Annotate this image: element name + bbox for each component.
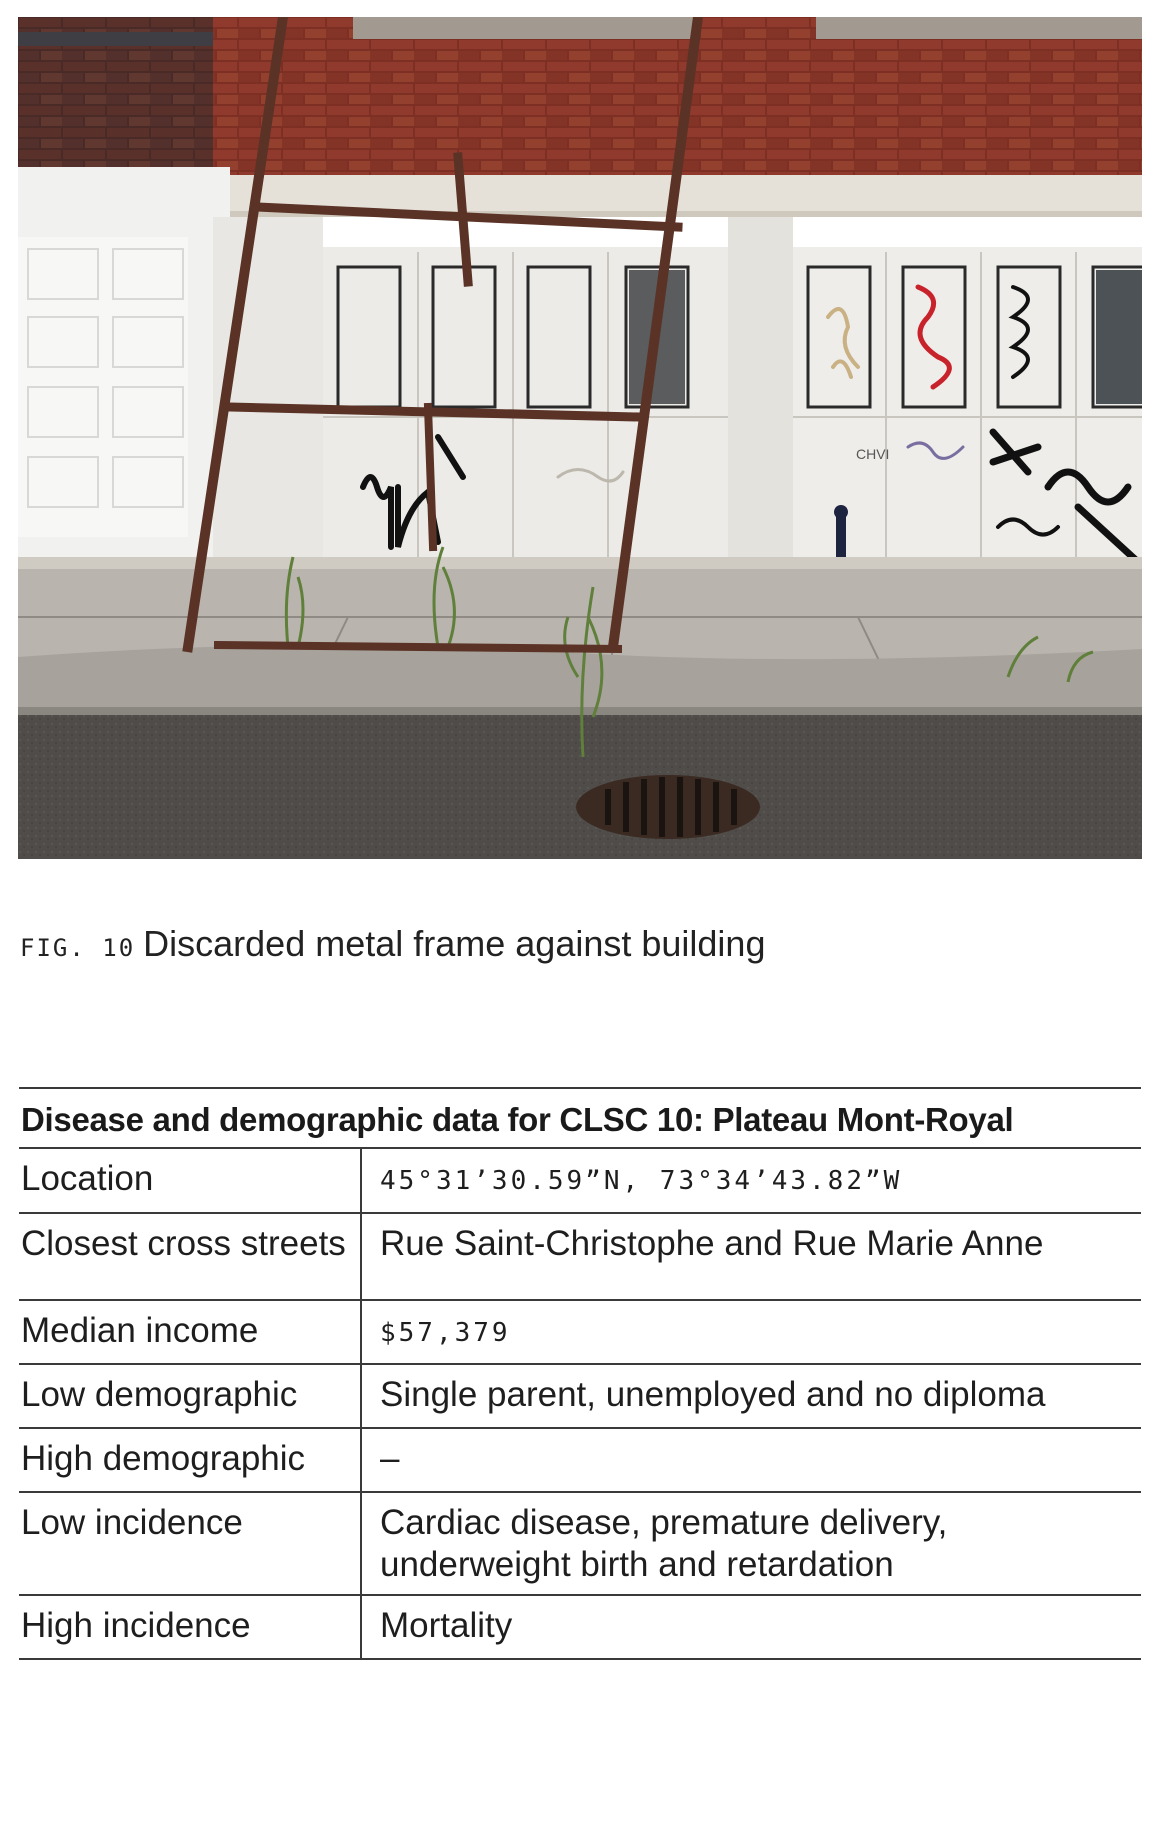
row-value: Mortality [361, 1595, 1141, 1659]
table-row [19, 1492, 1141, 1595]
street-photo [18, 17, 1142, 859]
table-row [19, 1213, 1141, 1300]
row-label: High demographic [19, 1428, 361, 1492]
row-value: $57,379 [361, 1300, 1141, 1364]
table-row [19, 1300, 1141, 1364]
table-row [19, 1149, 1141, 1213]
row-value: Single parent, unemployed and no diploma [361, 1364, 1141, 1428]
table-body [19, 1149, 1141, 1660]
row-label: Location [19, 1149, 361, 1213]
row-label: High incidence [19, 1595, 361, 1659]
figure-caption [20, 922, 765, 970]
row-value: 45°31’30.59”N, 73°34’43.82”W [361, 1149, 1141, 1213]
table-row [19, 1595, 1141, 1659]
figure-label: FIG. 10 [20, 934, 136, 962]
row-value: – [361, 1428, 1141, 1492]
table-title: Disease and demographic data for CLSC 10: Plateau Mont-Royal [19, 1087, 1141, 1149]
row-label: Low demographic [19, 1364, 361, 1428]
table-row [19, 1364, 1141, 1428]
figure-caption-text: Discarded metal frame against building [143, 923, 766, 964]
row-label: Median income [19, 1300, 361, 1364]
data-table [19, 1087, 1141, 1660]
row-value: Rue Saint-Christophe and Rue Marie Anne [361, 1213, 1141, 1300]
row-label: Closest cross streets [19, 1213, 361, 1300]
row-value: Cardiac disease, premature delivery, underweight birth and retardation [361, 1492, 1141, 1595]
table-row [19, 1428, 1141, 1492]
row-label: Low incidence [19, 1492, 361, 1595]
graffiti-tag-text: CHVI [856, 446, 890, 462]
